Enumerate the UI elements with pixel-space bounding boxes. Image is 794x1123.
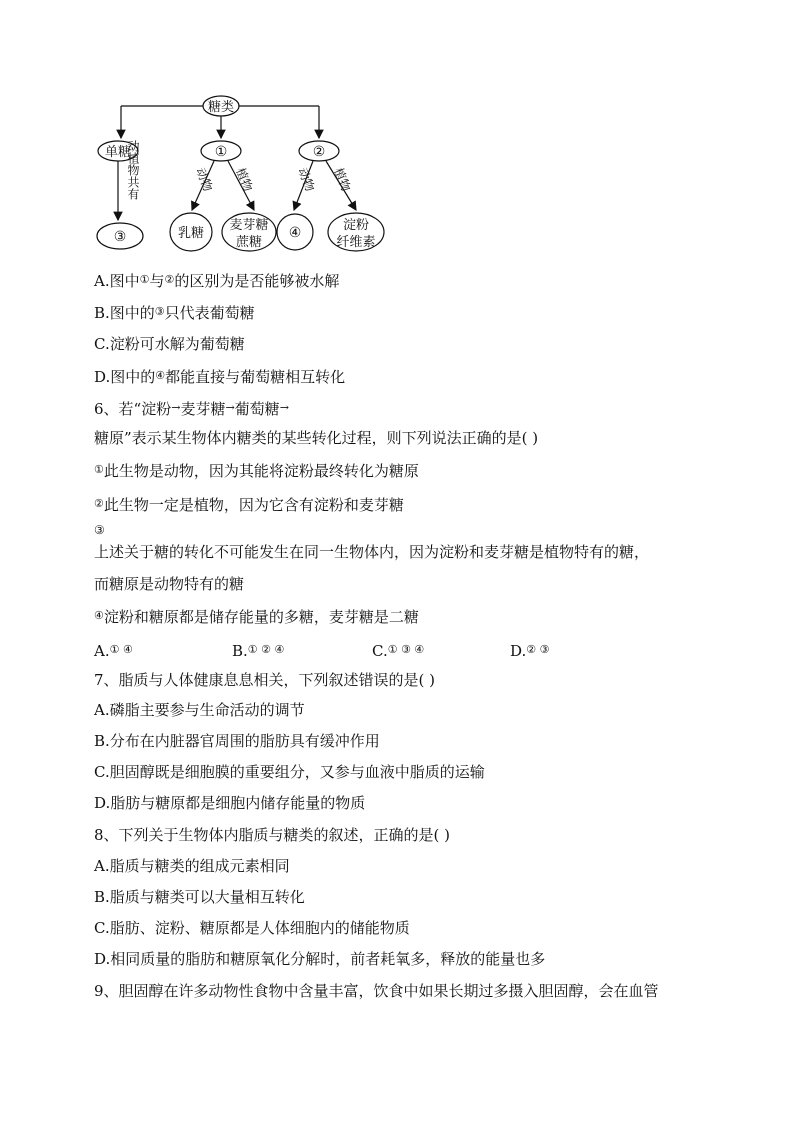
- root-label: 糖类: [207, 100, 235, 115]
- q7-option-a: A.磷脂主要参与生命活动的调节: [94, 701, 305, 719]
- q5-option-d: D.图中的④都能直接与葡萄糖相互转化: [94, 368, 346, 386]
- starch-label: 淀粉: [342, 218, 370, 233]
- q6-statement-2: ②此生物一定是植物，因为它含有淀粉和麦芽糖: [94, 496, 404, 514]
- maltose-label: 麦芽糖: [229, 218, 269, 233]
- q8-option-d: D.相同质量的脂肪和糖原氧化分解时，前者耗氧多，释放的能量也多: [94, 950, 546, 968]
- q8-option-a: A.脂质与糖类的组成元素相同: [94, 857, 290, 875]
- monosaccharide-label: 单糖: [104, 145, 132, 160]
- q7-option-d: D.脂肪与糖原都是细胞内储存能量的物质: [94, 794, 366, 812]
- edge-label-animal-2: 动物: [295, 165, 318, 194]
- q6-choice-d: D.② ③: [510, 642, 550, 660]
- q6-statement-3-line2: 而糖原是动物特有的糖: [94, 575, 245, 593]
- cellulose-label: 纤维素: [336, 235, 376, 250]
- q7-option-c: C.胆固醇既是细胞膜的重要组分，又参与血液中脂质的运输: [94, 763, 485, 781]
- q5-option-a: A.图中①与②的区别为是否能够被水解: [94, 272, 340, 290]
- q5-option-c: C.淀粉可水解为葡萄糖: [94, 335, 245, 353]
- lactose-label: 乳糖: [177, 226, 205, 241]
- category-1-label: ①: [214, 144, 228, 160]
- sugar-classification-diagram: [94, 92, 394, 258]
- q7-stem: 7、脂质与人体健康息息相关，下列叙述错误的是( ): [94, 671, 436, 689]
- q6-statement-3-line1: 上述关于糖的转化不可能发生在同一生物体内，因为淀粉和麦芽糖是植物特有的糖，: [94, 543, 650, 561]
- q6-statement-4: ④淀粉和糖原都是储存能量的多糖，麦芽糖是二糖: [94, 608, 419, 626]
- q6-statement-1: ①此生物是动物，因为其能将淀粉最终转化为糖原: [94, 462, 419, 480]
- q6-choice-a: A.① ④: [94, 642, 133, 660]
- q8-option-c: C.脂肪、淀粉、糖原都是人体细胞内的储能物质: [94, 919, 410, 937]
- q6-stem-line1: 6、若“淀粉→麦芽糖→葡萄糖→: [94, 400, 289, 418]
- category-2-label: ②: [312, 144, 326, 160]
- q6-choice-c: C.① ③ ④: [372, 642, 425, 660]
- sucrose-label: 蔗糖: [235, 235, 263, 250]
- q8-stem: 8、下列关于生物体内脂质与糖类的叙述，正确的是( ): [94, 826, 451, 844]
- q5-option-b: B.图中的③只代表葡萄糖: [94, 304, 255, 322]
- edge-label-plant-2: 植物: [331, 165, 354, 194]
- edge-label-shared: 动植物共有: [126, 140, 140, 200]
- q8-option-b: B.脂质与糖类可以大量相互转化: [94, 888, 305, 906]
- edge-label-animal-1: 动物: [193, 165, 216, 194]
- q6-statement-3-marker: ③: [94, 523, 105, 537]
- q7-option-b: B.分布在内脏器官周围的脂肪具有缓冲作用: [94, 732, 380, 750]
- edge-label-plant-1: 植物: [233, 165, 256, 194]
- q9-stem: 9、胆固醇在许多动物性食物中含量丰富，饮食中如果长期过多摄入胆固醇，会在血管: [94, 982, 659, 1000]
- q6-choice-b: B.① ② ④: [232, 642, 285, 660]
- leaf-3-label: ③: [113, 229, 127, 245]
- q6-stem-line2: 糖原”表示某生物体内糖类的某些转化过程，则下列说法正确的是( ): [94, 429, 539, 447]
- leaf-4-label: ④: [288, 225, 302, 241]
